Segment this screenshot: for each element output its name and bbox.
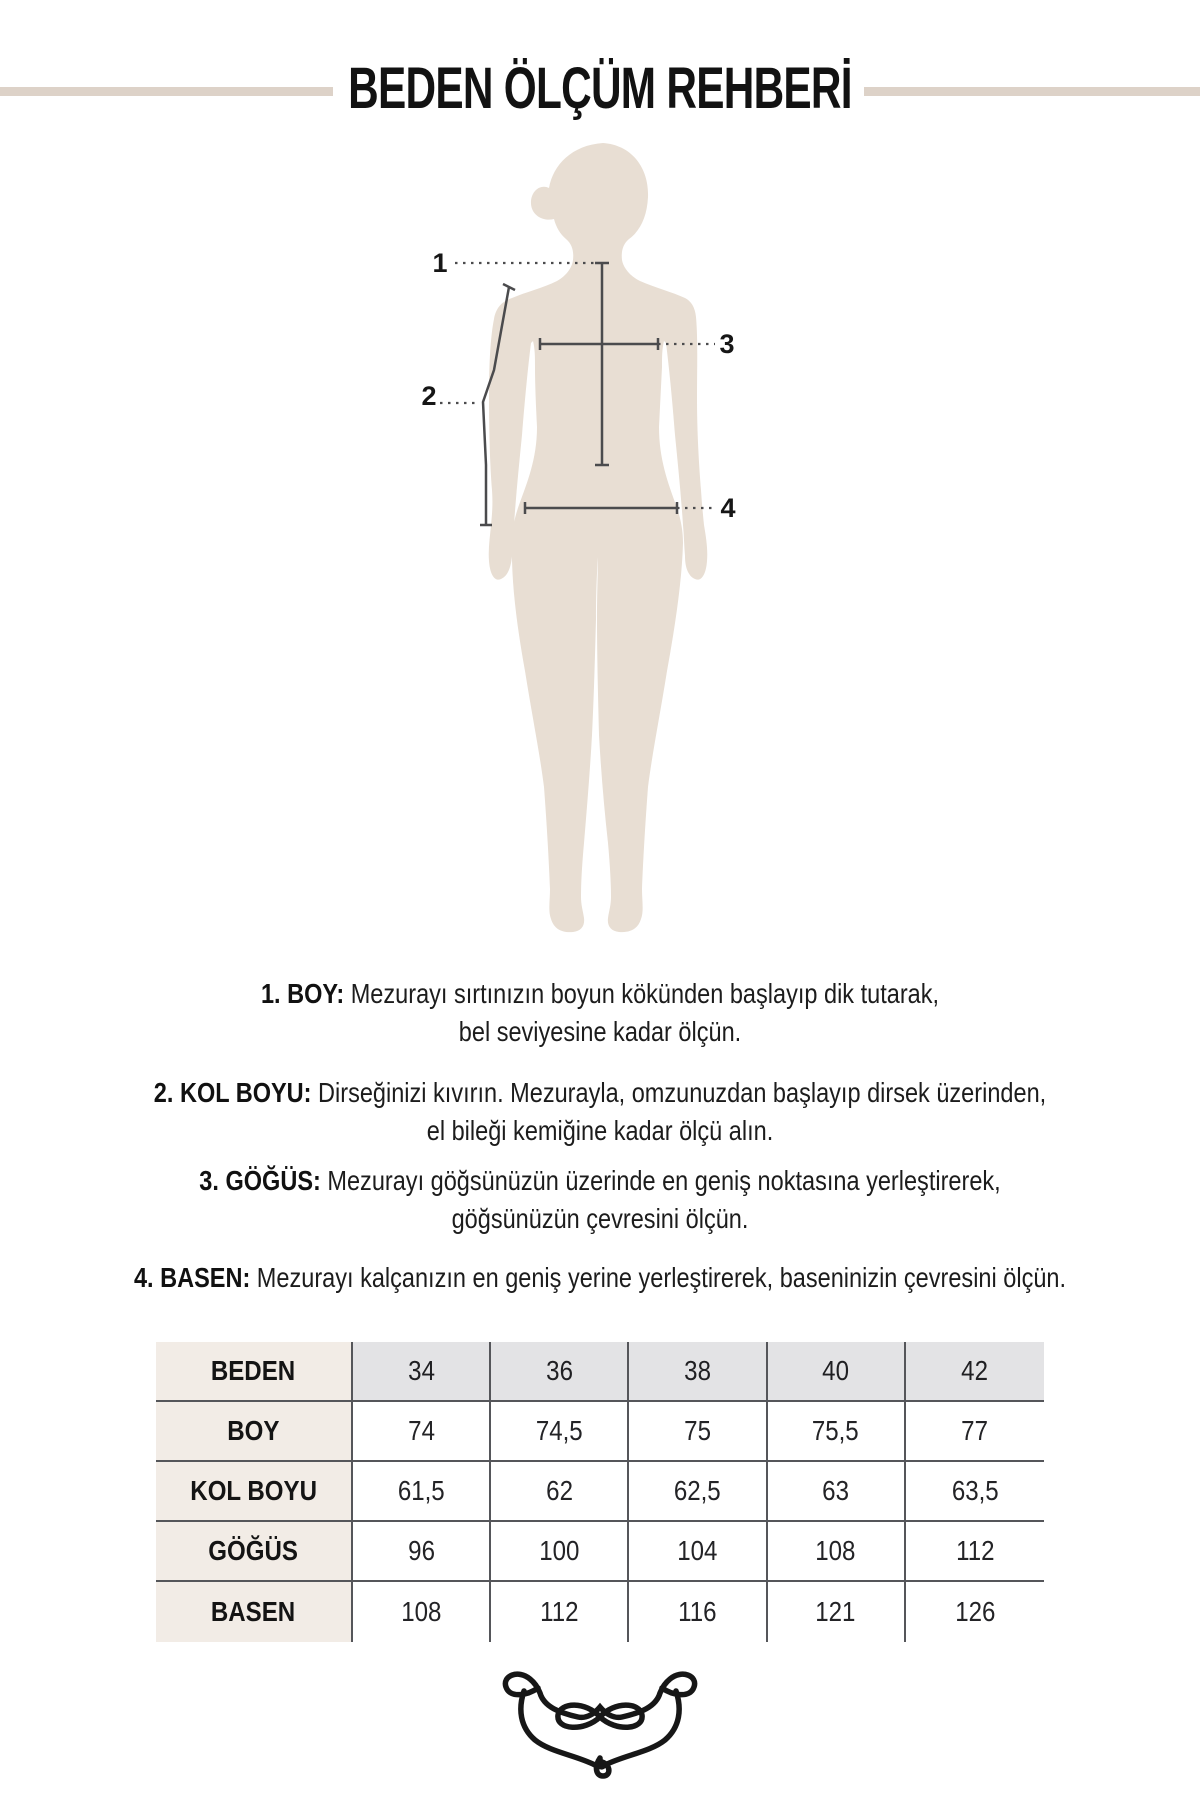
instruction-basen: 4. BASEN: Mezurayı kalçanızın en geniş yerine yerleştirerek, baseninizin çevresini ölçün. xyxy=(133,1262,1067,1293)
instruction-gogus-label: 3. GÖĞÜS: xyxy=(199,1165,321,1196)
size-column-34: 34 xyxy=(353,1342,491,1402)
instruction-boy-label: 1. BOY: xyxy=(260,978,345,1009)
size-column-42: 42 xyxy=(906,1342,1044,1402)
instruction-kol-boyu-label: 2. KOL BOYU: xyxy=(153,1077,312,1108)
size-column-38: 38 xyxy=(629,1342,767,1402)
table-cell: 121 xyxy=(768,1582,906,1642)
instruction-gogus: 3. GÖĞÜS: Mezurayı göğsünüzün üzerinde en geniş noktasına yerleştirerek, göğsünüzün çevresini ölçün. xyxy=(199,1165,1001,1234)
table-cell: 77 xyxy=(906,1402,1044,1462)
body-silhouette xyxy=(489,143,708,932)
table-row-label-gogus: GÖĞÜS xyxy=(156,1522,353,1582)
size-table xyxy=(156,1342,1044,1642)
table-row-label-kol-boyu: KOL BOYU xyxy=(156,1462,353,1522)
measurement-instructions xyxy=(0,975,1200,1297)
table-cell: 104 xyxy=(629,1522,767,1582)
size-column-36: 36 xyxy=(491,1342,629,1402)
table-cell: 74,5 xyxy=(491,1402,629,1462)
table-cell: 63,5 xyxy=(906,1462,1044,1522)
table-cell: 108 xyxy=(353,1582,491,1642)
table-cell: 61,5 xyxy=(353,1462,491,1522)
page-title: BEDEN ÖLÇÜM REHBERİ xyxy=(348,56,852,121)
table-cell: 116 xyxy=(629,1582,767,1642)
table-cell: 63 xyxy=(768,1462,906,1522)
table-cell: 75,5 xyxy=(768,1402,906,1462)
logo-heart-outline xyxy=(505,1674,694,1776)
table-cell: 62 xyxy=(491,1462,629,1522)
marker-1-label: 1 xyxy=(432,248,448,278)
body-measurement-diagram xyxy=(400,135,760,945)
table-cell: 108 xyxy=(768,1522,906,1582)
table-cell: 112 xyxy=(491,1582,629,1642)
marker-3-label: 3 xyxy=(719,329,735,359)
size-table-header-label: BEDEN xyxy=(156,1342,353,1402)
table-row-label-boy: BOY xyxy=(156,1402,353,1462)
table-cell: 126 xyxy=(906,1582,1044,1642)
instruction-boy: 1. BOY: Mezurayı sırtınızın boyun kökünden başlayıp dik tutarak, bel seviyesine kadar ölçün. xyxy=(260,978,940,1047)
size-column-40: 40 xyxy=(768,1342,906,1402)
table-cell: 96 xyxy=(353,1522,491,1582)
table-cell: 74 xyxy=(353,1402,491,1462)
divider-line-right xyxy=(864,87,1200,96)
marker-4-label: 4 xyxy=(720,493,736,523)
table-cell: 75 xyxy=(629,1402,767,1462)
instruction-basen-label: 4. BASEN: xyxy=(133,1262,251,1293)
table-row-label-basen: BASEN xyxy=(156,1582,353,1642)
table-cell: 112 xyxy=(906,1522,1044,1582)
table-cell: 62,5 xyxy=(629,1462,767,1522)
instruction-kol-boyu: 2. KOL BOYU: Dirseğinizi kıvırın. Mezurayla, omzunuzdan başlayıp dirsek üzerinden, el bileği kemiğine kadar ölçü alın. xyxy=(153,1077,1047,1146)
marker-2-label: 2 xyxy=(421,381,437,411)
table-cell: 100 xyxy=(491,1522,629,1582)
brand-ornament-logo xyxy=(490,1655,710,1790)
